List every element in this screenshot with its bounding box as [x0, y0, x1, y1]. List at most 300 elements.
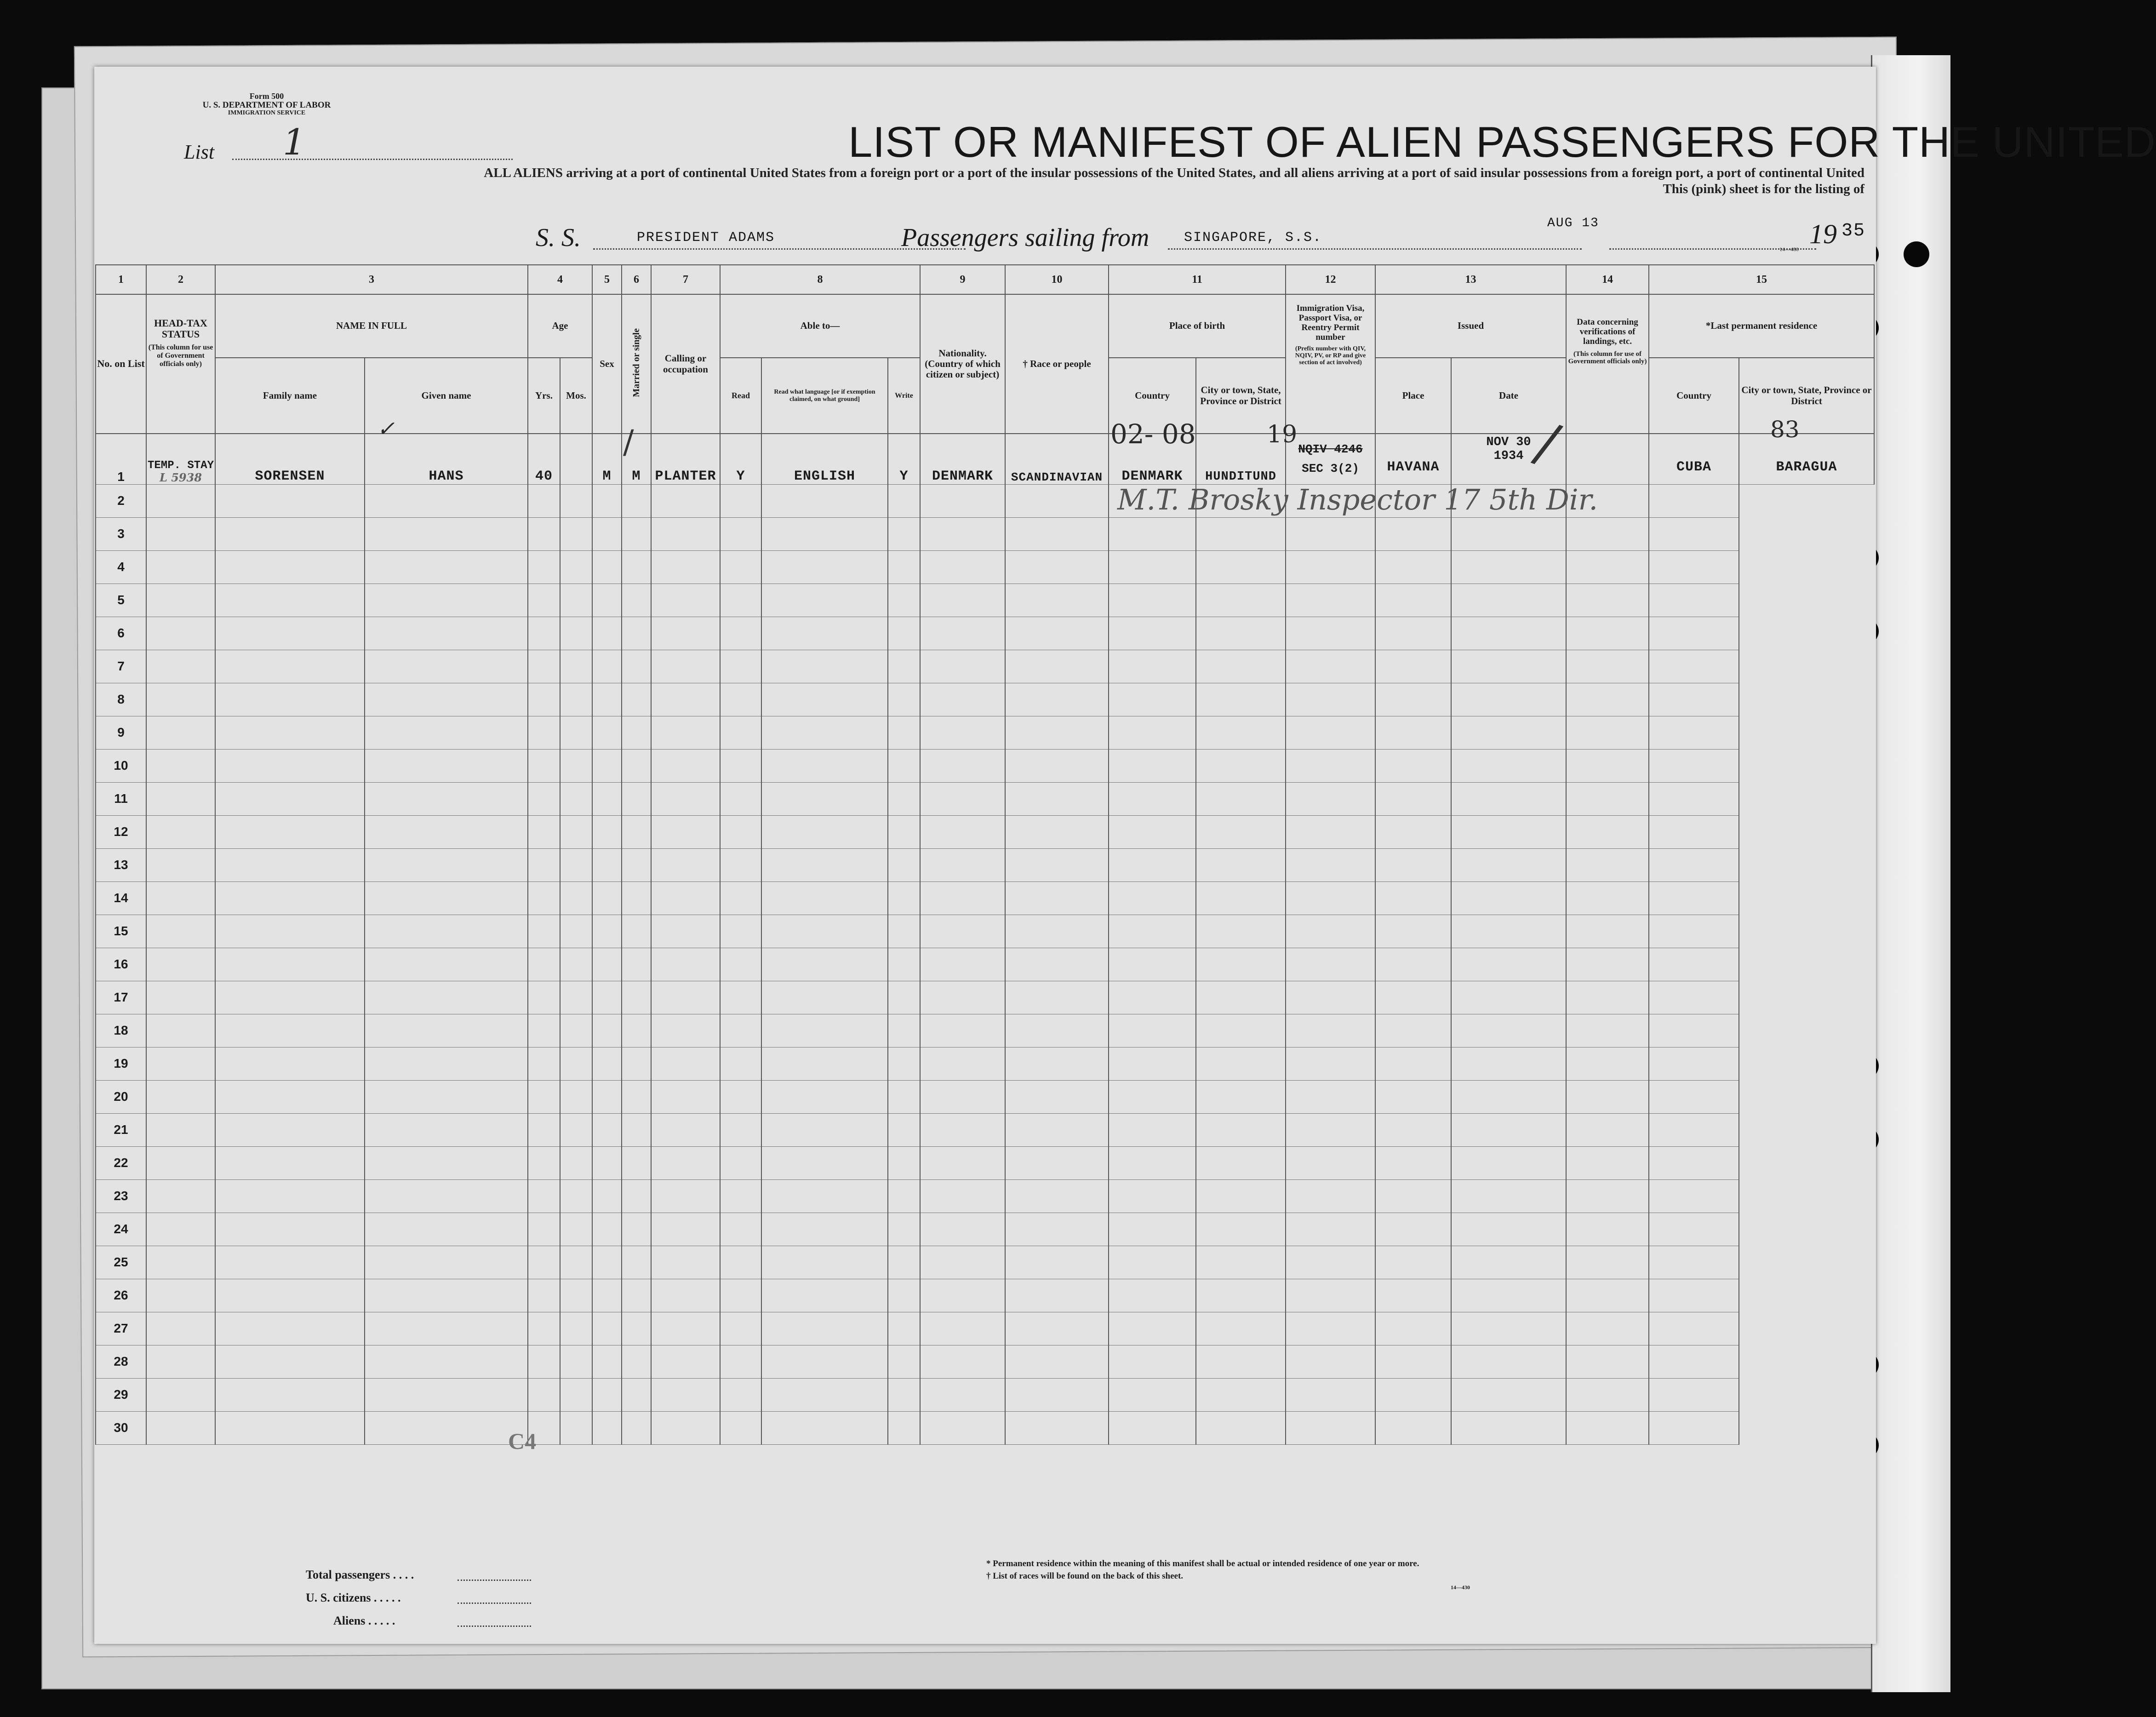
empty-cell: [720, 550, 761, 584]
empty-cell: [1005, 848, 1109, 881]
header-read: Read: [720, 358, 761, 434]
empty-cell: [761, 749, 888, 782]
empty-cell: [1451, 1179, 1566, 1213]
head-tax-title: HEAD-TAX STATUS: [154, 317, 207, 340]
department: U. S. DEPARTMENT OF LABOR: [202, 100, 331, 110]
column-number: 13: [1375, 265, 1566, 294]
empty-cell: [720, 1246, 761, 1279]
empty-cell: [1451, 517, 1566, 550]
empty-cell: [622, 484, 651, 517]
empty-cell: [528, 584, 560, 617]
empty-cell: [592, 749, 622, 782]
empty-cell: [920, 484, 1005, 517]
empty-cell: [1566, 683, 1649, 716]
empty-cell: [1286, 749, 1375, 782]
empty-cell: [528, 650, 560, 683]
empty-cell: [1451, 749, 1566, 782]
empty-cell: [1196, 1279, 1286, 1312]
header-nationality: Nationality. (Country of which citizen or subject): [920, 294, 1005, 434]
empty-cell: [622, 815, 651, 848]
empty-cell: [651, 881, 720, 915]
empty-cell: [1005, 1246, 1109, 1279]
empty-cell: [215, 484, 365, 517]
empty-cell: [592, 617, 622, 650]
row-number: 28: [96, 1345, 146, 1378]
port-line: [1168, 248, 1582, 250]
empty-cell: [888, 1378, 920, 1411]
empty-cell: [592, 782, 622, 815]
empty-cell: [560, 1213, 592, 1246]
empty-cell: [528, 716, 560, 749]
header-res-city: City or town, State, Province or District: [1739, 358, 1874, 434]
empty-cell: [761, 1411, 888, 1444]
empty-cell: [888, 1179, 920, 1213]
empty-cell: [920, 815, 1005, 848]
empty-cell: [651, 1411, 720, 1444]
empty-cell: [146, 1312, 215, 1345]
empty-cell: [1649, 1080, 1739, 1113]
visa-section: SEC 3(2): [1302, 462, 1359, 476]
header-visa: [1286, 294, 1375, 434]
empty-cell: [920, 1279, 1005, 1312]
empty-cell: [888, 848, 920, 881]
empty-cell: [1005, 1411, 1109, 1444]
empty-cell: [1375, 650, 1451, 683]
us-citizens-label: U. S. citizens . . . . .: [306, 1591, 401, 1604]
empty-cell: [560, 1411, 592, 1444]
empty-cell: [651, 650, 720, 683]
empty-cell: [888, 981, 920, 1014]
empty-cell: [720, 948, 761, 981]
c4-stamp: C4: [508, 1428, 537, 1454]
empty-cell: [215, 1312, 365, 1345]
residence-country: CUBA: [1649, 434, 1739, 484]
empty-cell: [215, 1213, 365, 1246]
row-number: 3: [96, 517, 146, 550]
empty-cell: [622, 1411, 651, 1444]
empty-cell: [1286, 848, 1375, 881]
empty-cell: [1451, 981, 1566, 1014]
empty-cell: [1196, 749, 1286, 782]
empty-cell: [146, 1345, 215, 1378]
empty-cell: [1005, 1014, 1109, 1047]
empty-cell: [365, 1213, 528, 1246]
table-row: [96, 815, 1874, 848]
table-row: [96, 1246, 1874, 1279]
empty-cell: [1649, 815, 1739, 848]
empty-cell: [761, 848, 888, 881]
empty-cell: [1649, 584, 1739, 617]
empty-cell: [1566, 981, 1649, 1014]
residence-city: BARAGUA: [1739, 434, 1874, 484]
empty-cell: [888, 948, 920, 981]
empty-cell: [560, 1080, 592, 1113]
empty-cell: [1566, 584, 1649, 617]
empty-cell: [365, 550, 528, 584]
empty-cell: [215, 1113, 365, 1146]
empty-cell: [146, 1213, 215, 1246]
empty-cell: [215, 749, 365, 782]
empty-cell: [651, 1246, 720, 1279]
empty-cell: [651, 550, 720, 584]
empty-cell: [215, 915, 365, 948]
empty-cell: [720, 1378, 761, 1411]
empty-cell: [528, 881, 560, 915]
header-head-tax: [146, 294, 215, 434]
empty-cell: [888, 584, 920, 617]
empty-cell: [560, 848, 592, 881]
header-family-name: Family name: [215, 358, 365, 434]
empty-cell: [1196, 517, 1286, 550]
empty-cell: [146, 517, 215, 550]
binder-hole: [1904, 241, 1929, 267]
empty-cell: [622, 1014, 651, 1047]
empty-cell: [1649, 848, 1739, 881]
empty-cell: [651, 1312, 720, 1345]
empty-cell: [1005, 716, 1109, 749]
empty-cell: [1109, 782, 1196, 815]
sex: M: [592, 434, 622, 484]
empty-cell: [1451, 1378, 1566, 1411]
table-row: [96, 1146, 1874, 1179]
header-no-on-list: No. on List: [96, 294, 146, 434]
occupation: PLANTER: [651, 434, 720, 484]
header-sex: Sex: [592, 294, 622, 434]
empty-cell: [528, 1146, 560, 1179]
empty-cell: [560, 1047, 592, 1080]
empty-cell: [1375, 716, 1451, 749]
empty-cell: [365, 1312, 528, 1345]
empty-cell: [651, 1378, 720, 1411]
empty-cell: [215, 1047, 365, 1080]
empty-cell: [528, 749, 560, 782]
empty-cell: [651, 782, 720, 815]
empty-cell: [651, 517, 720, 550]
empty-cell: [1566, 1014, 1649, 1047]
empty-cell: [560, 1146, 592, 1179]
empty-cell: [1649, 981, 1739, 1014]
empty-cell: [365, 484, 528, 517]
empty-cell: [1375, 981, 1451, 1014]
empty-cell: [1005, 1146, 1109, 1179]
empty-cell: [622, 948, 651, 981]
empty-cell: [528, 683, 560, 716]
manifest-sheet: [94, 67, 2156, 1644]
empty-cell: [146, 650, 215, 683]
header-age: Age: [528, 294, 592, 358]
empty-cell: [920, 1047, 1005, 1080]
can-write: Y: [888, 434, 920, 484]
age-years: 40: [528, 434, 560, 484]
empty-cell: [1649, 1345, 1739, 1378]
row-number: 10: [96, 749, 146, 782]
empty-cell: [215, 815, 365, 848]
empty-cell: [1566, 848, 1649, 881]
empty-cell: [1196, 1246, 1286, 1279]
empty-cell: [720, 881, 761, 915]
empty-cell: [1196, 683, 1286, 716]
empty-cell: [560, 948, 592, 981]
empty-cell: [1375, 749, 1451, 782]
empty-cell: [365, 1378, 528, 1411]
empty-cell: [528, 1113, 560, 1146]
empty-cell: [1109, 1378, 1196, 1411]
empty-cell: [761, 617, 888, 650]
empty-cell: [1649, 683, 1739, 716]
empty-cell: [720, 584, 761, 617]
empty-cell: [622, 881, 651, 915]
table-row: [96, 550, 1874, 584]
empty-cell: [920, 1213, 1005, 1246]
empty-cell: [651, 716, 720, 749]
empty-cell: [920, 915, 1005, 948]
empty-cell: [651, 915, 720, 948]
empty-cell: [560, 1345, 592, 1378]
table-row: [96, 1113, 1874, 1146]
empty-cell: [1649, 1378, 1739, 1411]
given-name: HANS: [365, 434, 528, 484]
row-number: 1: [96, 434, 146, 484]
empty-cell: [1109, 1047, 1196, 1080]
read-language: ENGLISH: [761, 434, 888, 484]
column-number: 6: [622, 265, 651, 294]
empty-cell: [1196, 1213, 1286, 1246]
table-row: [96, 1014, 1874, 1047]
empty-cell: [1375, 1279, 1451, 1312]
empty-cell: [1109, 550, 1196, 584]
empty-cell: [1109, 1246, 1196, 1279]
empty-cell: [1375, 848, 1451, 881]
list-line: [232, 159, 513, 160]
empty-cell: [720, 1213, 761, 1246]
empty-cell: [215, 1146, 365, 1179]
column-number: 7: [651, 265, 720, 294]
row-number: 14: [96, 881, 146, 915]
empty-cell: [920, 749, 1005, 782]
empty-cell: [1566, 881, 1649, 915]
us-citizens-line: [458, 1603, 531, 1604]
empty-cell: [560, 1113, 592, 1146]
empty-cell: [528, 550, 560, 584]
empty-cell: [592, 1378, 622, 1411]
empty-cell: [215, 1080, 365, 1113]
empty-cell: [1375, 1246, 1451, 1279]
empty-cell: [920, 948, 1005, 981]
year-prefix: 19: [1809, 219, 1837, 249]
row-number: 4: [96, 550, 146, 584]
table-row: [96, 517, 1874, 550]
empty-cell: [1451, 1213, 1566, 1246]
empty-cell: [920, 1014, 1005, 1047]
empty-cell: [215, 1279, 365, 1312]
empty-cell: [1451, 617, 1566, 650]
empty-cell: [888, 782, 920, 815]
empty-cell: [1005, 1279, 1109, 1312]
empty-cell: [651, 1047, 720, 1080]
empty-cell: [1451, 848, 1566, 881]
empty-cell: [1109, 948, 1196, 981]
empty-cell: [1375, 1080, 1451, 1113]
empty-cell: [1005, 981, 1109, 1014]
empty-cell: [365, 617, 528, 650]
empty-cell: [592, 1279, 622, 1312]
empty-cell: [1286, 1113, 1375, 1146]
empty-cell: [888, 1279, 920, 1312]
empty-cell: [1005, 915, 1109, 948]
ss-label: S. S.: [536, 223, 581, 252]
empty-cell: [720, 782, 761, 815]
empty-cell: [365, 981, 528, 1014]
empty-cell: [1196, 1080, 1286, 1113]
family-name: SORENSEN: [215, 434, 365, 484]
empty-cell: [560, 782, 592, 815]
column-number-row: [96, 265, 1874, 294]
empty-cell: [365, 1179, 528, 1213]
subtitle-line-2: This (pink) sheet is for the listing of: [1663, 182, 1864, 196]
empty-cell: [651, 1014, 720, 1047]
empty-cell: [146, 1411, 215, 1444]
empty-cell: [1451, 1146, 1566, 1179]
empty-cell: [1196, 948, 1286, 981]
table-row: [96, 1411, 1874, 1444]
age-months: [560, 434, 592, 484]
empty-cell: [365, 848, 528, 881]
empty-cell: [1286, 550, 1375, 584]
empty-cell: [761, 1345, 888, 1378]
empty-cell: [1566, 517, 1649, 550]
empty-cell: [1375, 517, 1451, 550]
empty-cell: [560, 815, 592, 848]
empty-cell: [592, 915, 622, 948]
empty-cell: [622, 1113, 651, 1146]
empty-cell: [888, 716, 920, 749]
empty-cell: [1286, 1047, 1375, 1080]
empty-cell: [888, 1080, 920, 1113]
empty-cell: [560, 517, 592, 550]
empty-cell: [622, 1246, 651, 1279]
table-row: [96, 1047, 1874, 1080]
empty-cell: [528, 848, 560, 881]
empty-cell: [720, 1014, 761, 1047]
empty-cell: [365, 915, 528, 948]
empty-cell: [215, 617, 365, 650]
empty-cell: [1196, 1312, 1286, 1345]
empty-cell: [1196, 1179, 1286, 1213]
table-row: [96, 881, 1874, 915]
empty-cell: [1196, 716, 1286, 749]
empty-cell: [1005, 1213, 1109, 1246]
head-tax-cell: [146, 434, 215, 484]
row-number: 12: [96, 815, 146, 848]
empty-cell: [622, 1047, 651, 1080]
empty-cell: [920, 683, 1005, 716]
empty-cell: [1286, 782, 1375, 815]
total-passengers-line: [458, 1580, 531, 1581]
empty-cell: [1566, 948, 1649, 981]
empty-cell: [651, 484, 720, 517]
empty-cell: [215, 848, 365, 881]
empty-cell: [1649, 550, 1739, 584]
empty-cell: [761, 815, 888, 848]
empty-cell: [1566, 1411, 1649, 1444]
empty-cell: [888, 915, 920, 948]
row-number: 25: [96, 1246, 146, 1279]
header-able-to: Able to—: [720, 294, 920, 358]
empty-cell: [1649, 1113, 1739, 1146]
empty-cell: [761, 584, 888, 617]
empty-cell: [761, 782, 888, 815]
empty-cell: [1109, 881, 1196, 915]
empty-cell: [1649, 1411, 1739, 1444]
empty-cell: [1109, 584, 1196, 617]
header-verifications: [1566, 294, 1649, 434]
year-suffix: 35: [1841, 221, 1866, 241]
row-number: 27: [96, 1312, 146, 1345]
empty-cell: [528, 1312, 560, 1345]
empty-cell: [365, 749, 528, 782]
empty-cell: [651, 1179, 720, 1213]
table-row: [96, 1179, 1874, 1213]
empty-cell: [1566, 716, 1649, 749]
empty-cell: [1109, 1014, 1196, 1047]
empty-cell: [528, 484, 560, 517]
empty-cell: [146, 1080, 215, 1113]
empty-cell: [1451, 1312, 1566, 1345]
empty-cell: [528, 1279, 560, 1312]
empty-cell: [720, 716, 761, 749]
header-issued-date: Date: [1451, 358, 1566, 434]
empty-cell: [761, 1312, 888, 1345]
empty-cell: [528, 1345, 560, 1378]
handwritten-code: 02- 08: [1110, 418, 1196, 450]
empty-cell: [146, 484, 215, 517]
empty-cell: [1286, 815, 1375, 848]
empty-cell: [761, 1246, 888, 1279]
empty-cell: [1109, 1080, 1196, 1113]
empty-cell: [1109, 1345, 1196, 1378]
empty-cell: [651, 683, 720, 716]
empty-cell: [1649, 1014, 1739, 1047]
empty-cell: [592, 550, 622, 584]
column-number: 9: [920, 265, 1005, 294]
empty-cell: [622, 848, 651, 881]
empty-cell: [720, 749, 761, 782]
empty-cell: [651, 1345, 720, 1378]
empty-cell: [146, 617, 215, 650]
empty-cell: [1286, 683, 1375, 716]
empty-cell: [1451, 650, 1566, 683]
empty-cell: [761, 550, 888, 584]
row-number: 26: [96, 1279, 146, 1312]
empty-cell: [1451, 1113, 1566, 1146]
handwritten-residence-code: 83: [1770, 416, 1800, 443]
empty-cell: [888, 550, 920, 584]
empty-cell: [1005, 683, 1109, 716]
empty-cell: [761, 716, 888, 749]
empty-cell: [592, 981, 622, 1014]
empty-cell: [761, 948, 888, 981]
check-mark: ✓: [377, 416, 395, 441]
column-number: 12: [1286, 265, 1375, 294]
head-tax-status: TEMP. STAY: [147, 459, 214, 472]
empty-cell: [622, 1312, 651, 1345]
empty-cell: [592, 584, 622, 617]
empty-cell: [1005, 1047, 1109, 1080]
empty-cell: [920, 650, 1005, 683]
empty-cell: [146, 1179, 215, 1213]
column-number: 4: [528, 265, 592, 294]
empty-cell: [1649, 881, 1739, 915]
